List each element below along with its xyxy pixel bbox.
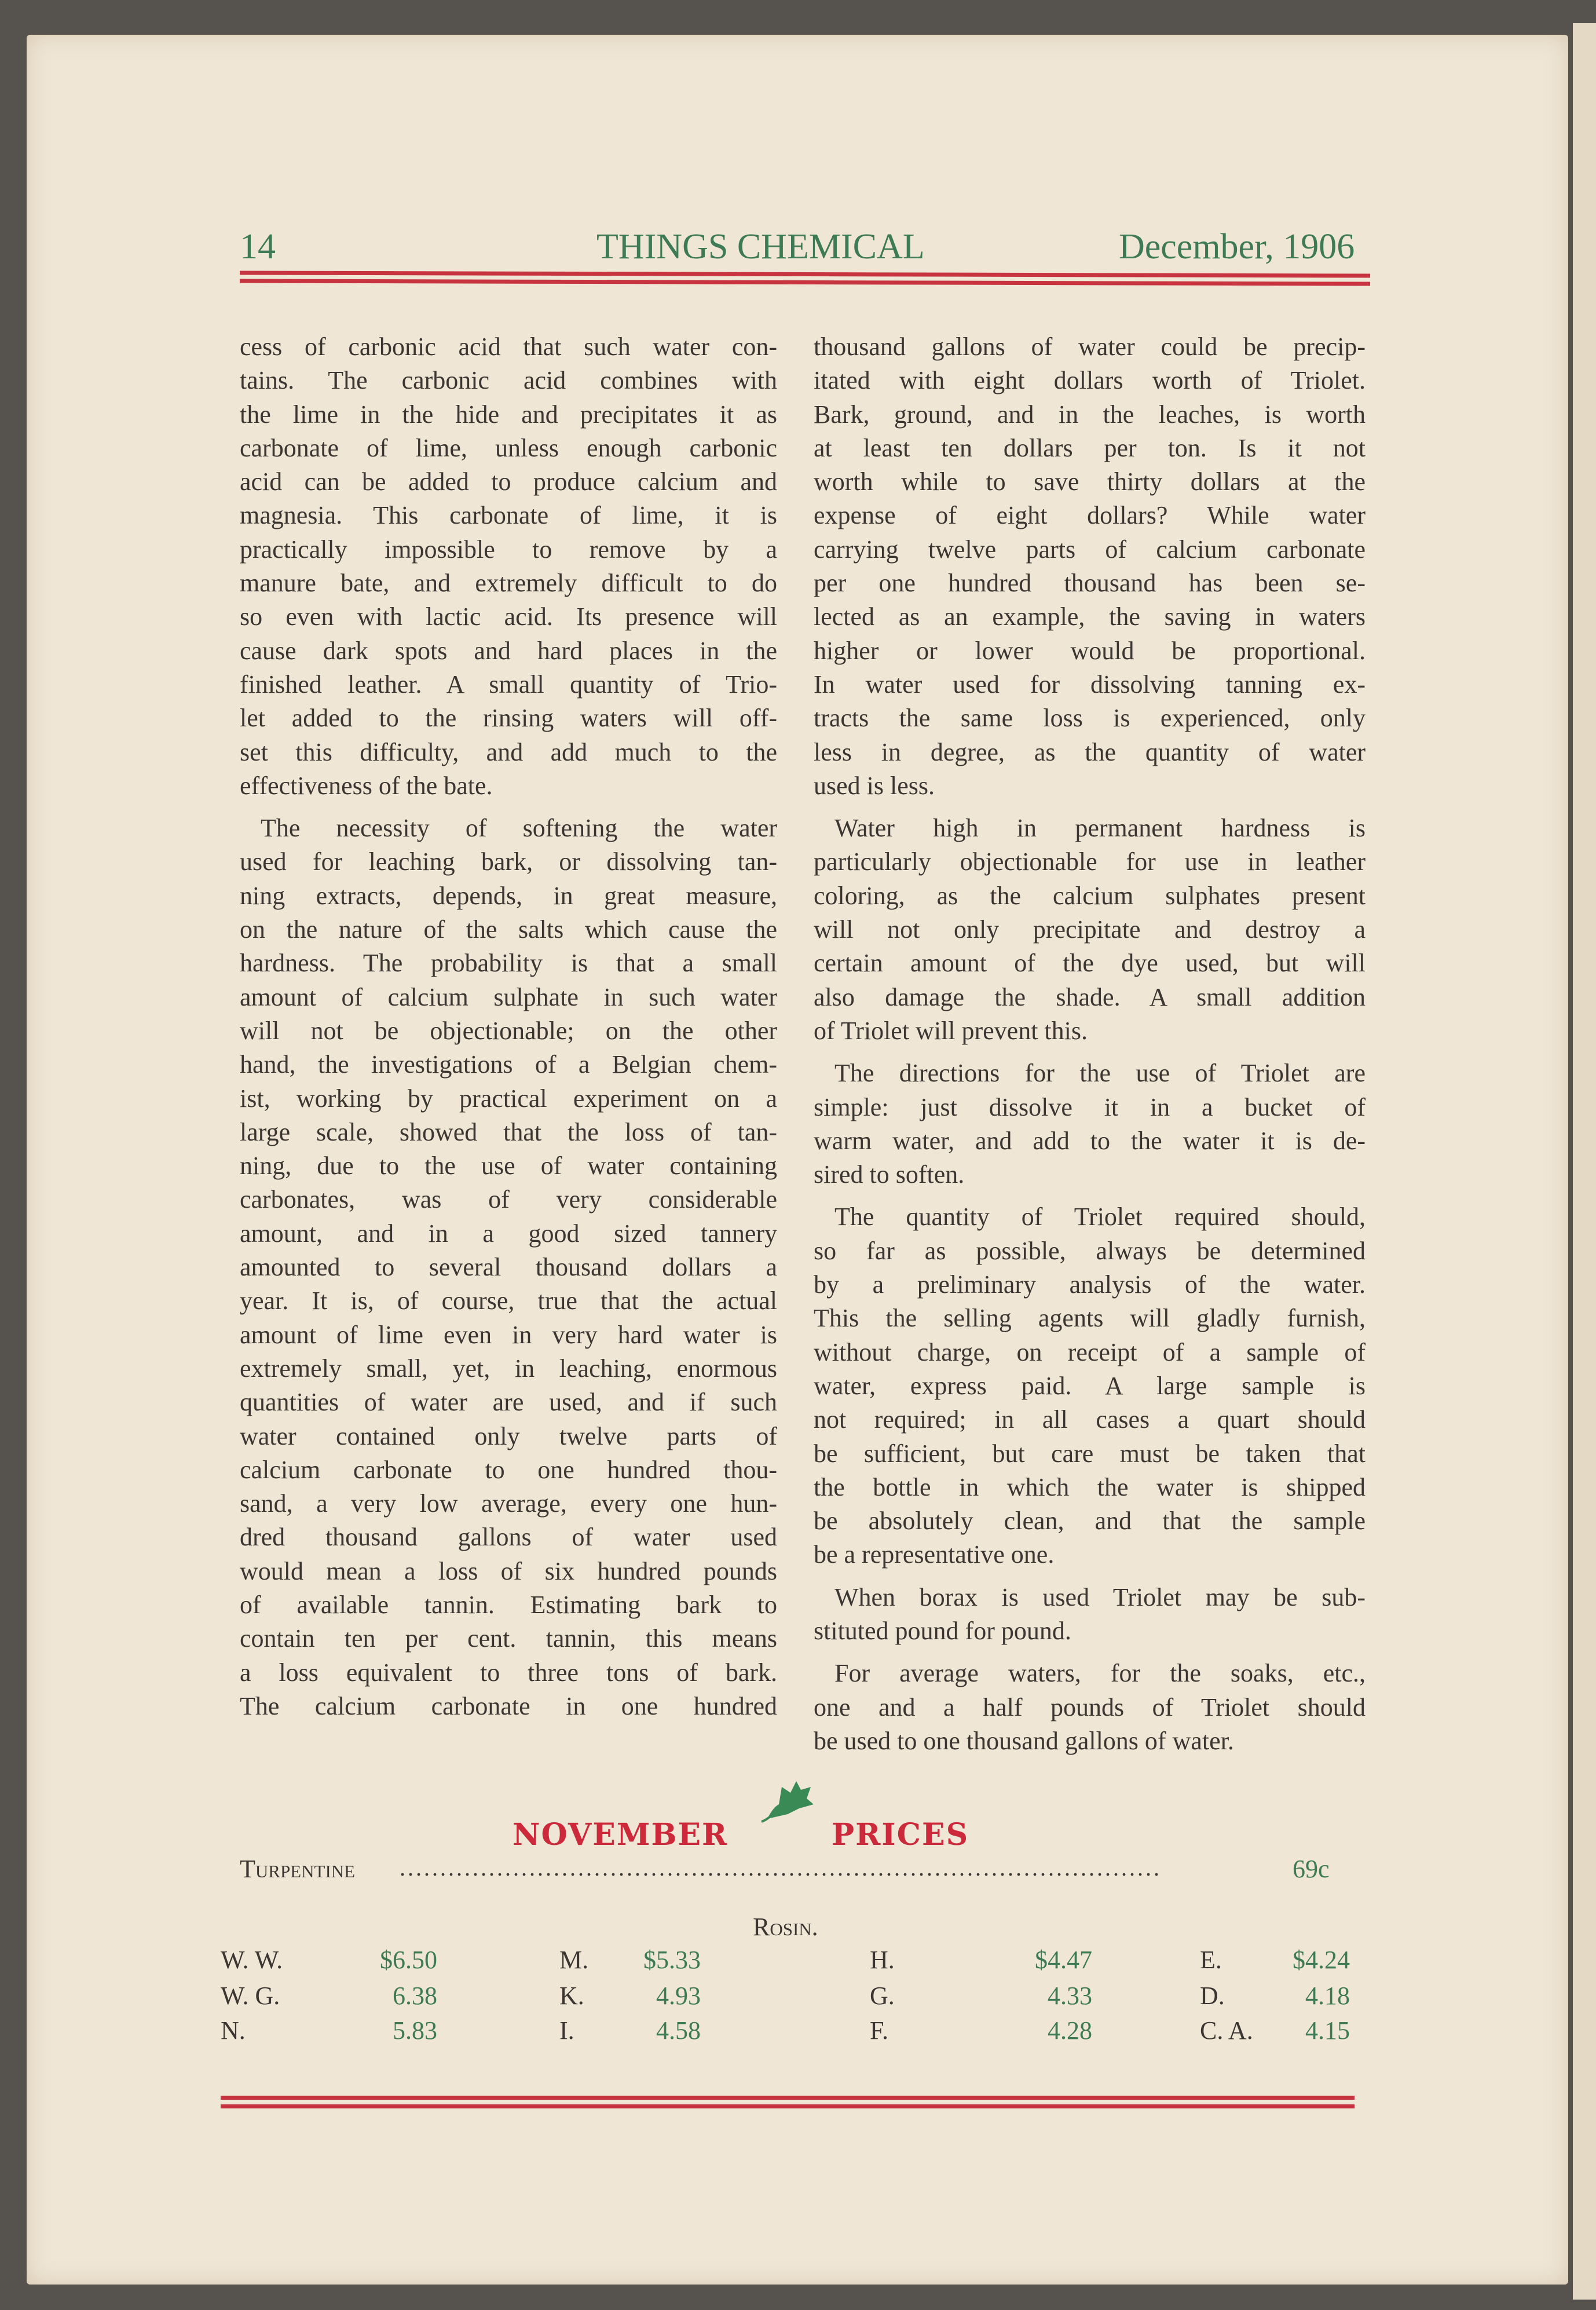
magazine-title: THINGS CHEMICAL	[596, 227, 925, 266]
paragraph	[814, 812, 1366, 1048]
text-line: extremely small, yet, in leaching, enormous	[240, 1354, 777, 1383]
text-line: less in degree, as the quantity of water	[814, 737, 1366, 766]
text-line: of available tannin. Estimating bark to	[240, 1590, 777, 1619]
text-line: certain amount of the dye used, but will	[814, 949, 1366, 978]
text-line: would mean a loss of six hundred pounds	[240, 1556, 777, 1585]
text-line: the bottle in which the water is shipped	[814, 1472, 1366, 1501]
footer-rule-bottom	[221, 2104, 1355, 2108]
text-line: expense of eight dollars? While water	[814, 501, 1366, 530]
text-line: Bark, ground, and in the leaches, is worth	[814, 400, 1366, 429]
left-text-column	[240, 330, 777, 1723]
text-line: water contained only twelve parts of	[240, 1421, 777, 1450]
text-line: amounted to several thousand dollars a	[240, 1253, 777, 1282]
turpentine-label: Turpentine	[240, 1855, 356, 1883]
rosin-grade-price: 4.15	[1305, 2016, 1350, 2045]
text-line: sired to soften.	[814, 1160, 965, 1189]
text-line: cause dark spots and hard places in the	[240, 636, 777, 665]
text-line: magnesia. This carbonate of lime, it is	[240, 501, 777, 530]
text-line: The necessity of softening the water	[261, 814, 777, 843]
right-text-column	[814, 330, 1366, 1758]
text-line: higher or lower would be proportional.	[814, 636, 1366, 665]
turpentine-price: 69c	[1293, 1855, 1330, 1883]
text-line: ning, due to the use of water containing	[240, 1152, 777, 1180]
text-line: ning extracts, depends, in great measure,	[240, 881, 777, 910]
text-line: acid can be added to produce calcium and	[240, 467, 777, 496]
text-line: ist, working by practical experiment on a	[240, 1084, 777, 1113]
text-line: so even with lactic acid. Its presence will	[240, 602, 777, 631]
text-line: be a representative one.	[814, 1540, 1055, 1569]
rosin-grade-label: N.	[221, 2016, 246, 2045]
text-line: warm water, and add to the water it is de-	[814, 1126, 1366, 1155]
text-line: not required; in all cases a quart should	[814, 1405, 1366, 1434]
text-line: practically impossible to remove by a	[240, 535, 777, 564]
text-line: itated with eight dollars worth of Triolet.	[814, 366, 1366, 395]
rosin-grade-price: 4.28	[1048, 2016, 1092, 2045]
rosin-grade-price: 6.38	[393, 1982, 437, 2010]
rosin-grade-price: $4.24	[1293, 1946, 1350, 1974]
rosin-grade-label: I.	[559, 2016, 574, 2045]
text-line: The directions for the use of Triolet are	[834, 1059, 1366, 1088]
rosin-grade-price: 4.58	[656, 2016, 701, 2045]
text-line: let added to the rinsing waters will off-	[240, 704, 777, 733]
text-line: be absolutely clean, and that the sample	[814, 1507, 1366, 1536]
text-line: carbonate of lime, unless enough carbonic	[240, 433, 777, 462]
text-line: simple: just dissolve it in a bucket of	[814, 1092, 1366, 1121]
text-line: one and a half pounds of Triolet should	[814, 1693, 1366, 1721]
text-line: thousand gallons of water could be precip-	[814, 332, 1366, 361]
text-line: For average waters, for the soaks, etc.,	[834, 1659, 1366, 1688]
page-number: 14	[240, 227, 276, 266]
text-line: be used to one thousand gallons of water.	[814, 1726, 1234, 1755]
prices-title-prices: PRICES	[832, 1817, 969, 1852]
text-line: a loss equivalent to three tons of bark.	[240, 1658, 777, 1687]
text-line: will not only precipitate and destroy a	[814, 915, 1366, 944]
text-line: cess of carbonic acid that such water con-	[240, 332, 777, 361]
paragraph	[814, 1200, 1366, 1571]
rosin-grade-label: H.	[870, 1946, 895, 1974]
text-line: water, express paid. A large sample is	[814, 1371, 1366, 1400]
text-line: Water high in permanent hardness is	[834, 814, 1366, 843]
text-line: effectiveness of the bate.	[240, 771, 493, 800]
text-line: tains. The carbonic acid combines with	[240, 366, 777, 395]
text-line: worth while to save thirty dollars at the	[814, 467, 1366, 496]
text-line: sand, a very low average, every one hun-	[240, 1489, 777, 1518]
rosin-grade-price: 4.18	[1305, 1982, 1350, 2010]
rosin-grade-label: W. W.	[221, 1946, 283, 1974]
text-line: The quantity of Triolet required should,	[834, 1202, 1366, 1231]
rosin-grade-price: $6.50	[380, 1946, 437, 1974]
text-line: dred thousand gallons of water used	[240, 1523, 777, 1552]
prices-title-november: NOVEMBER	[513, 1817, 729, 1852]
text-line: lected as an example, the saving in waters	[814, 602, 1366, 631]
paragraph	[814, 1657, 1366, 1758]
text-line: This the selling agents will gladly furnish,	[814, 1304, 1366, 1333]
text-line: on the nature of the salts which cause the	[240, 915, 777, 944]
text-line: be sufficient, but care must be taken that	[814, 1439, 1366, 1468]
text-line: The calcium carbonate in one hundred	[240, 1691, 777, 1720]
text-line: finished leather. A small quantity of Trio-	[240, 670, 777, 699]
text-line: set this difficulty, and add much to the	[240, 737, 777, 766]
paragraph	[814, 1057, 1366, 1191]
text-line: so far as possible, always be determined	[814, 1236, 1366, 1265]
rosin-grade-price: 4.93	[656, 1982, 701, 2010]
text-line: particularly objectionable for use in leather	[814, 847, 1366, 876]
text-line: year. It is, of course, true that the actual	[240, 1286, 777, 1315]
text-line: When borax is used Triolet may be sub-	[834, 1582, 1366, 1611]
rosin-grade-label: K.	[559, 1982, 584, 2010]
rosin-grade-label: C. A.	[1200, 2016, 1253, 2045]
rosin-grade-price: 5.83	[393, 2016, 437, 2045]
adjacent-page-edge	[1573, 23, 1596, 2300]
footer-rule-top	[221, 2096, 1355, 2100]
text-line: amount of lime even in very hard water is	[240, 1320, 777, 1349]
text-line: at least ten dollars per ton. Is it not	[814, 433, 1366, 462]
text-line: carbonates, was of very considerable	[240, 1185, 777, 1214]
text-line: also damage the shade. A small addition	[814, 982, 1366, 1011]
text-line: hand, the investigations of a Belgian chem-	[240, 1050, 777, 1079]
text-line: contain ten per cent. tannin, this means	[240, 1624, 777, 1653]
text-line: tracts the same loss is experienced, only	[814, 704, 1366, 733]
text-line: amount, and in a good sized tannery	[240, 1219, 777, 1248]
text-line: without charge, on receipt of a sample of	[814, 1337, 1366, 1366]
issue-date: December, 1906	[1119, 227, 1355, 266]
text-line: per one hundred thousand has been se-	[814, 569, 1366, 598]
rosin-grade-label: W. G.	[221, 1982, 280, 2010]
text-line: used for leaching bark, or dissolving tan-	[240, 847, 777, 876]
text-line: carrying twelve parts of calcium carbonate	[814, 535, 1366, 564]
turpentine-leader: ..............................................................................................	[400, 1856, 1162, 1880]
rosin-grade-label: E.	[1200, 1946, 1222, 1974]
leaf-ornament-icon	[756, 1778, 819, 1825]
rosin-heading: Rosin.	[753, 1913, 818, 1941]
text-line: amount of calcium sulphate in such water	[240, 982, 777, 1011]
rosin-grade-label: D.	[1200, 1982, 1225, 2010]
paragraph	[814, 1581, 1366, 1649]
text-line: In water used for dissolving tanning ex-	[814, 670, 1366, 699]
rosin-grade-price: 4.33	[1048, 1982, 1092, 2010]
text-line: quantities of water are used, and if such	[240, 1388, 777, 1417]
text-line: manure bate, and extremely difficult to do	[240, 569, 777, 598]
rosin-grade-label: G.	[870, 1982, 895, 2010]
rosin-grade-price: $5.33	[643, 1946, 701, 1974]
text-line: of Triolet will prevent this.	[814, 1016, 1088, 1045]
text-line: hardness. The probability is that a small	[240, 949, 777, 978]
rosin-grade-label: M.	[559, 1946, 589, 1974]
text-line: by a preliminary analysis of the water.	[814, 1270, 1366, 1299]
text-line: coloring, as the calcium sulphates present	[814, 881, 1366, 910]
text-line: large scale, showed that the loss of tan-	[240, 1117, 777, 1146]
text-line: will not be objectionable; on the other	[240, 1016, 777, 1045]
text-line: calcium carbonate to one hundred thou-	[240, 1455, 777, 1484]
paragraph	[240, 330, 777, 803]
paragraph	[814, 330, 1366, 803]
paragraph	[240, 812, 777, 1723]
rosin-grade-label: F.	[870, 2016, 888, 2045]
text-line: used is less.	[814, 771, 935, 800]
rosin-grade-price: $4.47	[1035, 1946, 1092, 1974]
text-line: the lime in the hide and precipitates it as	[240, 400, 777, 429]
text-line: stituted pound for pound.	[814, 1616, 1071, 1645]
